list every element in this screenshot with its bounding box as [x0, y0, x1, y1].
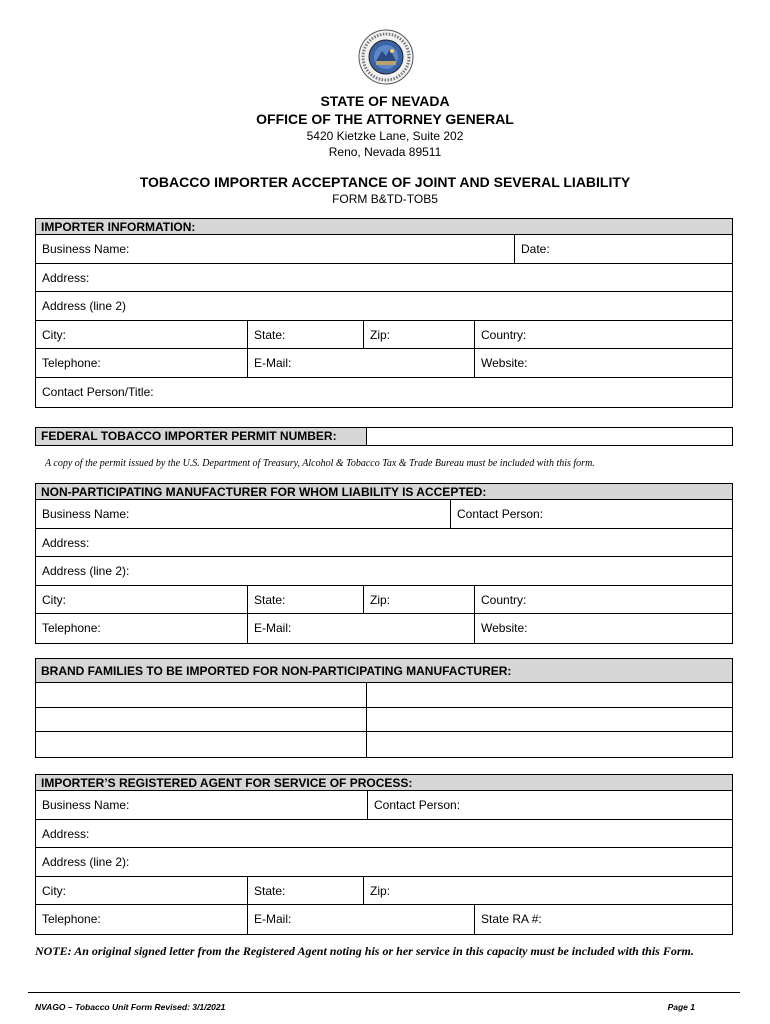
manufacturer-website-field[interactable]: Website: [474, 614, 732, 643]
form-row [36, 557, 732, 586]
brand-family-cell[interactable] [366, 732, 732, 757]
agent-state-field[interactable]: State: [247, 877, 363, 905]
form-row [36, 292, 732, 321]
brand-family-cell[interactable] [36, 708, 366, 732]
registered-agent-section [35, 774, 733, 935]
form-row [36, 321, 732, 350]
form-row [36, 848, 732, 877]
permit-number-row [35, 427, 733, 446]
manufacturer-country-field[interactable]: Country: [474, 586, 732, 614]
brand-family-cell[interactable] [366, 683, 732, 707]
section-heading: NON-PARTICIPATING MANUFACTURER FOR WHOM LIABILITY IS ACCEPTED: [36, 484, 732, 500]
footer-divider [28, 992, 740, 993]
table-row [36, 732, 732, 757]
permit-number-label: FEDERAL TOBACCO IMPORTER PERMIT NUMBER: [36, 428, 367, 445]
importer-website-field[interactable]: Website: [474, 349, 732, 377]
permit-note: A copy of the permit issued by the U.S. Department of Treasury, Alcohol & Tobacco Tax & Trade Bureau must be included with this form. [45, 458, 595, 469]
manufacturer-address2-field[interactable]: Address (line 2): [42, 564, 130, 579]
form-row [36, 820, 732, 849]
importer-business-name-field[interactable]: Business Name: [42, 242, 130, 256]
manufacturer-section [35, 483, 733, 644]
brand-family-cell[interactable] [366, 708, 732, 732]
brand-family-cell[interactable] [36, 732, 366, 757]
manufacturer-telephone-field[interactable]: Telephone: [42, 621, 101, 636]
importer-telephone-field[interactable]: Telephone: [42, 356, 101, 371]
state-title: STATE OF NEVADA [320, 93, 450, 109]
form-id: FORM B&TD-TOB5 [332, 192, 438, 206]
importer-city-field[interactable]: City: [42, 327, 66, 342]
importer-contact-field[interactable]: Contact Person/Title: [42, 384, 154, 399]
form-row [36, 905, 732, 934]
brand-families-section [35, 658, 733, 758]
form-row [36, 235, 732, 264]
form-row [36, 586, 732, 615]
agent-city-field[interactable]: City: [42, 883, 66, 898]
form-row [36, 614, 732, 643]
agent-zip-field[interactable]: Zip: [363, 877, 732, 905]
form-title: TOBACCO IMPORTER ACCEPTANCE OF JOINT AND SEVERAL LIABILITY [139, 174, 631, 190]
form-row [36, 877, 732, 906]
importer-date-field[interactable]: Date: [514, 235, 732, 263]
office-title: OFFICE OF THE ATTORNEY GENERAL [256, 111, 514, 127]
manufacturer-city-field[interactable]: City: [42, 592, 66, 607]
section-heading: IMPORTER INFORMATION: [36, 219, 732, 235]
agent-address2-field[interactable]: Address (line 2): [42, 855, 130, 870]
form-row [36, 500, 732, 529]
form-row [36, 529, 732, 558]
form-row [36, 378, 732, 407]
agent-business-name-field[interactable]: Business Name: [42, 798, 130, 812]
section-heading: BRAND FAMILIES TO BE IMPORTED FOR NON-PARTICIPATING MANUFACTURER: [36, 659, 732, 683]
agent-email-field[interactable]: E-Mail: [247, 905, 474, 934]
importer-email-field[interactable]: E-Mail: [247, 349, 474, 377]
importer-zip-field[interactable]: Zip: [363, 321, 474, 349]
office-city: Reno, Nevada 89511 [328, 145, 442, 159]
brand-family-cell[interactable] [36, 683, 366, 707]
office-address: 5420 Kietzke Lane, Suite 202 [306, 129, 464, 143]
manufacturer-zip-field[interactable]: Zip: [363, 586, 474, 614]
manufacturer-business-name-field[interactable]: Business Name: [42, 507, 130, 521]
agent-telephone-field[interactable]: Telephone: [42, 912, 101, 927]
manufacturer-email-field[interactable]: E-Mail: [247, 614, 474, 643]
manufacturer-address-field[interactable]: Address: [42, 535, 90, 550]
agent-contact-person-field[interactable]: Contact Person: [367, 791, 732, 819]
form-row [36, 264, 732, 293]
registered-agent-note: NOTE: An original signed letter from the Registered Agent noting his or her service in this capacity must be included with this Form. [35, 944, 694, 958]
section-heading: IMPORTER’S REGISTERED AGENT FOR SERVICE OF PROCESS: [36, 775, 732, 791]
manufacturer-contact-person-field[interactable]: Contact Person: [450, 500, 732, 528]
form-row [36, 349, 732, 378]
table-row [36, 683, 732, 708]
importer-information-section [35, 218, 733, 408]
importer-state-field[interactable]: State: [247, 321, 363, 349]
importer-address2-field[interactable]: Address (line 2) [42, 299, 127, 314]
footer-revision: NVAGO – Tobacco Unit Form Revised: 3/1/2021 [35, 1002, 226, 1012]
permit-number-field[interactable] [367, 428, 732, 445]
agent-address-field[interactable]: Address: [42, 826, 90, 841]
agent-state-ra-field[interactable]: State RA #: [474, 905, 732, 934]
importer-country-field[interactable]: Country: [474, 321, 732, 349]
table-row [36, 708, 732, 733]
state-seal-icon [358, 29, 414, 85]
form-row [36, 791, 732, 820]
manufacturer-state-field[interactable]: State: [247, 586, 363, 614]
importer-address-field[interactable]: Address: [42, 270, 90, 285]
page-number: Page 1 [667, 1002, 695, 1012]
